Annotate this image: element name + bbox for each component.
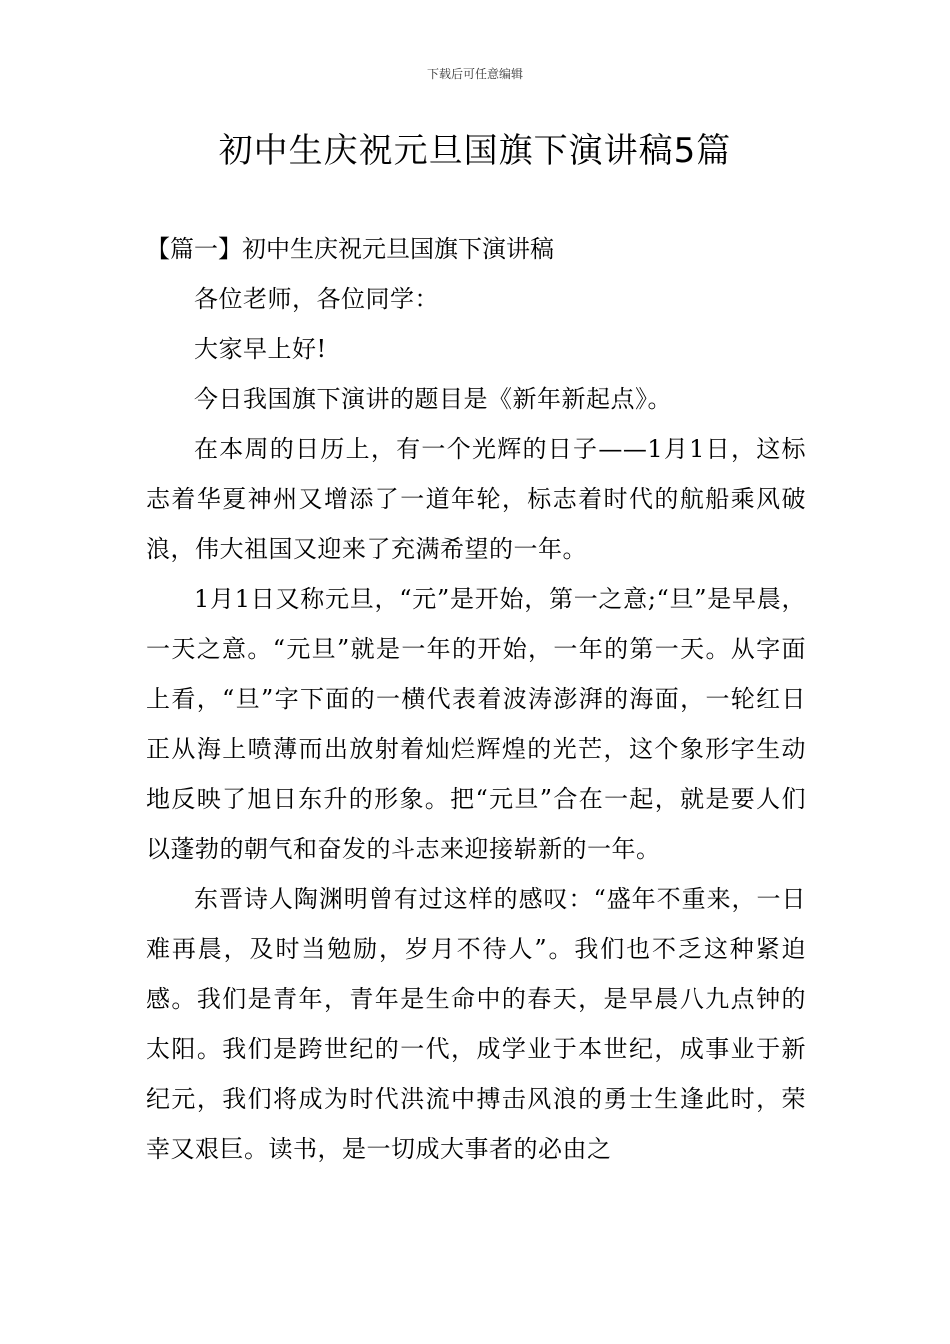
paragraph-topic: 今日我国旗下演讲的题目是《新年新起点》。 <box>194 385 672 413</box>
section-heading: 【篇一】初中生庆祝元旦国旗下演讲稿 <box>146 235 554 263</box>
header-note: 下载后可任意编辑 <box>426 67 523 81</box>
document-body <box>146 224 806 1174</box>
paragraph-good-morning: 大家早上好! <box>194 335 327 363</box>
paragraph-calendar: 在本周的日历上，有一个光辉的日子——1月1日，这标志着华夏神州又增添了一道年轮，标志着时代的航船乘风破浪，伟大祖国又迎来了充满希望的一年。 <box>146 435 806 563</box>
document-title: 初中生庆祝元旦国旗下演讲稿5篇 <box>218 131 732 171</box>
paragraph-poet-quote: 东晋诗人陶渊明曾有过这样的感叹：“盛年不重来，一日难再晨，及时当勉励，岁月不待人”。我们也不乏这种紧迫感。我们是青年，青年是生命中的春天，是早晨八九点钟的太阳。我们是跨世纪的一代，成学业于本世纪，成事业于新纪元，我们将成为时代洪流中搏击风浪的勇士生逢此时，荣幸又艰巨。读书，是一切成大事者的必由之 <box>146 885 806 1163</box>
paragraph-new-year-meaning: 1月1日又称元旦，“元”是开始，第一之意;“旦”是早晨，一天之意。“元旦”就是一年的开始，一年的第一天。从字面上看，“旦”字下面的一横代表着波涛澎湃的海面，一轮红日正从海上喷薄而出放射着灿烂辉煌的光芒，这个象形字生动地反映了旭日东升的形象。把“元旦”合在一起，就是要人们以蓬勃的朝气和奋发的斗志来迎接崭新的一年。 <box>146 585 806 863</box>
paragraph-greeting: 各位老师，各位同学： <box>194 285 439 313</box>
